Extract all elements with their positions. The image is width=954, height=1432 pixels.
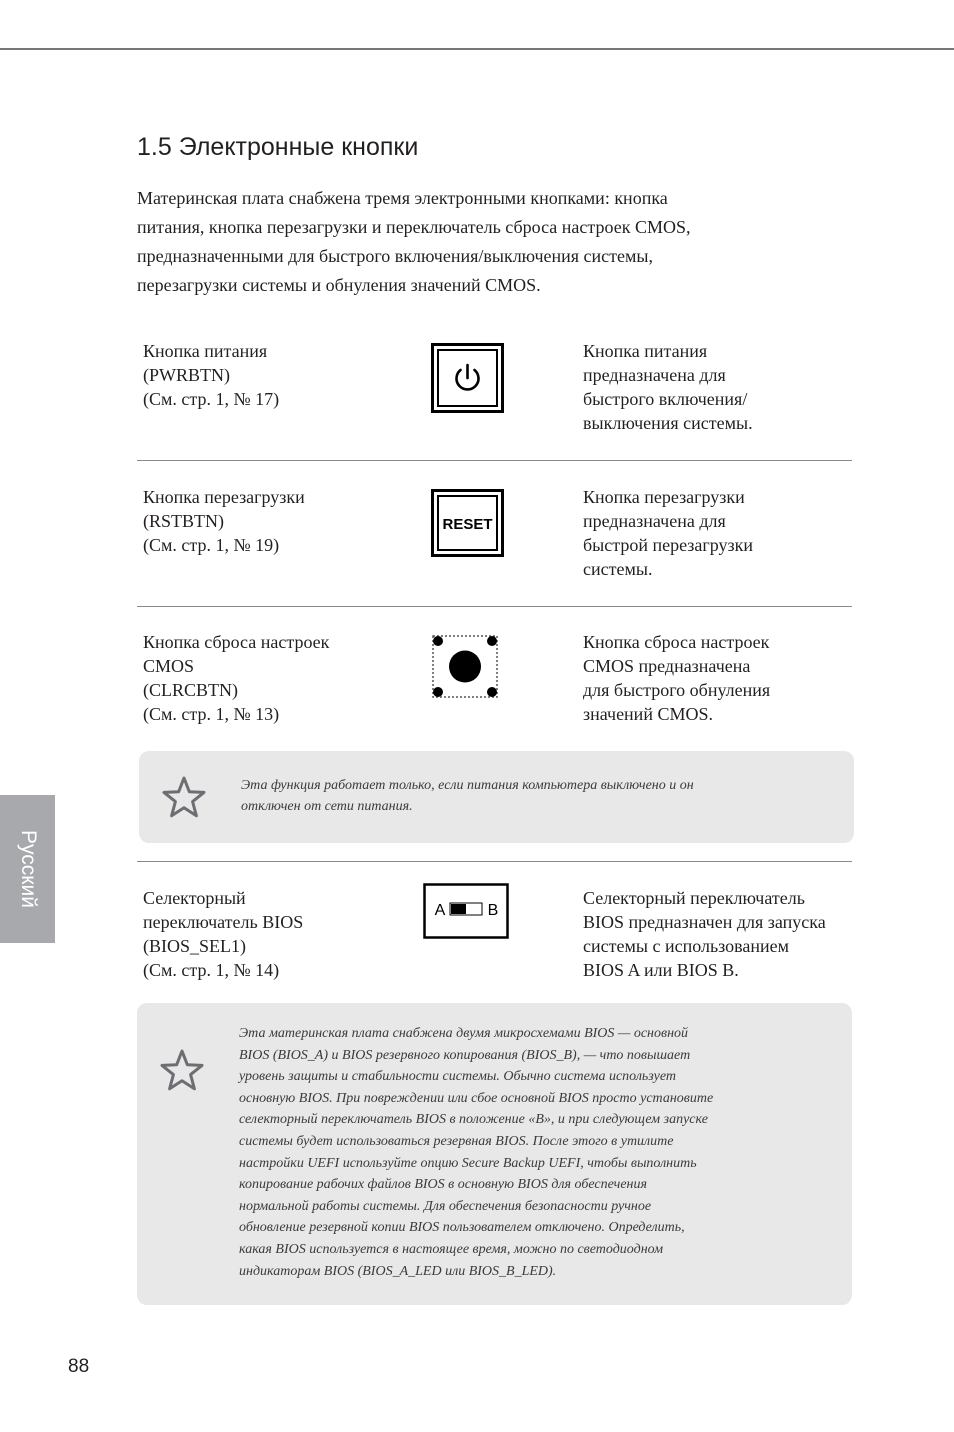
note-line: селекторный переключатель BIOS в положение «B», и при следующем запуске: [239, 1112, 708, 1128]
button-name-line: CMOS: [143, 656, 195, 676]
button-name-line: Кнопка перезагрузки: [143, 487, 305, 507]
language-tab-label: Русский: [16, 830, 40, 908]
star-icon: [161, 775, 207, 819]
reset-button-icon: [431, 489, 504, 557]
button-description: [583, 485, 858, 581]
button-description: [583, 630, 858, 726]
button-name-line: (BIOS_SEL1): [143, 936, 246, 956]
bios-selector-switch-icon: [423, 883, 509, 939]
button-name-line: (См. стр. 1, № 14): [143, 960, 280, 980]
button-description-line: Селекторный переключатель: [583, 888, 805, 908]
note-text: [241, 775, 694, 817]
button-name-line: Кнопка сброса настроек: [143, 632, 330, 652]
note-line: Эта материнская плата снабжена двумя микросхемами BIOS — основной: [239, 1026, 689, 1041]
row-divider: [137, 606, 852, 607]
note-text: [239, 1023, 713, 1282]
button-name-line: (См. стр. 1, № 13): [143, 704, 280, 724]
button-description-line: выключения системы.: [583, 413, 753, 433]
note-line: нормальной работы системы. Для обеспечения безопасности ручное: [239, 1198, 652, 1214]
intro-line: Материнская плата снабжена тремя электронными кнопками: кнопка: [137, 188, 668, 208]
switch-label-a: A: [434, 902, 446, 919]
button-description-line: быстрого включения/: [583, 389, 748, 409]
row-divider: [137, 460, 852, 461]
switch-label-b: B: [487, 902, 499, 919]
button-description-line: для быстрого обнуления: [583, 680, 771, 700]
header-rule: [0, 48, 954, 50]
button-description-line: Кнопка питания: [583, 341, 708, 361]
button-description-line: Кнопка сброса настроек: [583, 632, 770, 652]
button-description-line: значений CMOS.: [583, 704, 713, 724]
button-description-line: предназначена для: [583, 365, 726, 385]
power-button-icon: [431, 343, 504, 413]
button-name-line: (CLRCBTN): [143, 680, 239, 700]
reset-label: RESET: [442, 516, 493, 533]
button-description: [583, 886, 858, 982]
section-title: 1.5 Электронные кнопки: [137, 133, 419, 161]
intro-line: перезагрузки системы и обнуления значений CMOS.: [137, 275, 541, 295]
button-description-line: CMOS предназначена: [583, 656, 751, 676]
button-description-line: системы с использованием: [583, 936, 790, 956]
note-line: BIOS (BIOS_A) и BIOS резервного копирования (BIOS_B), — что повышает: [239, 1047, 691, 1063]
note-line: основную BIOS. При повреждении или сбое основной BIOS просто установите: [239, 1090, 714, 1106]
button-name-line: (См. стр. 1, № 17): [143, 389, 280, 409]
button-name-line: Кнопка питания: [143, 341, 268, 361]
button-description-line: BIOS предназначен для запуска: [583, 912, 826, 932]
button-name: [143, 485, 393, 557]
note-line: уровень защиты и стабильности системы. Обычно система использует: [239, 1069, 677, 1085]
intro-line: предназначенными для быстрого включения/выключения системы,: [137, 246, 653, 266]
note-box: [137, 1003, 852, 1305]
note-line: отключен от сети питания.: [241, 799, 413, 814]
language-tab: [0, 795, 55, 943]
note-line: системы будет использоваться резервная BIOS. После этого в утилите: [239, 1133, 674, 1149]
star-icon: [159, 1048, 205, 1092]
note-box: [139, 751, 854, 843]
button-description-line: предназначена для: [583, 511, 726, 531]
button-description-line: Кнопка перезагрузки: [583, 487, 745, 507]
note-line: настройки UEFI используйте опцию Secure Backup UEFI, чтобы выполнить: [239, 1155, 697, 1171]
note-line: копирование рабочих файлов BIOS в основную BIOS для обеспечения: [239, 1177, 647, 1193]
button-description: [583, 339, 858, 435]
button-name-line: Селекторный: [143, 888, 246, 908]
note-line: Эта функция работает только, если питания компьютера выключено и он: [241, 778, 694, 793]
clear-cmos-button-icon: [431, 634, 499, 699]
button-name-line: (См. стр. 1, № 19): [143, 535, 280, 555]
button-name-line: (RSTBTN): [143, 511, 224, 531]
button-description-line: системы.: [583, 559, 653, 579]
note-line: какая BIOS используется в настоящее время, можно по светодиодном: [239, 1241, 664, 1257]
button-name: [143, 630, 393, 726]
button-name: [143, 886, 393, 982]
intro-paragraph: [137, 184, 777, 300]
note-line: индикаторам BIOS (BIOS_A_LED или BIOS_B_LED).: [239, 1263, 557, 1279]
button-description-line: быстрой перезагрузки: [583, 535, 754, 555]
row-divider: [137, 861, 852, 862]
note-line: обновление резервной копии BIOS пользователем отключено. Определить,: [239, 1220, 685, 1236]
intro-line: питания, кнопка перезагрузки и переключатель сброса настроек CMOS,: [137, 217, 691, 237]
button-description-line: BIOS A или BIOS B.: [583, 960, 739, 980]
button-name-line: (PWRBTN): [143, 365, 230, 385]
button-name-line: переключатель BIOS: [143, 912, 304, 932]
button-name: [143, 339, 393, 411]
page-number: 88: [68, 1356, 90, 1377]
